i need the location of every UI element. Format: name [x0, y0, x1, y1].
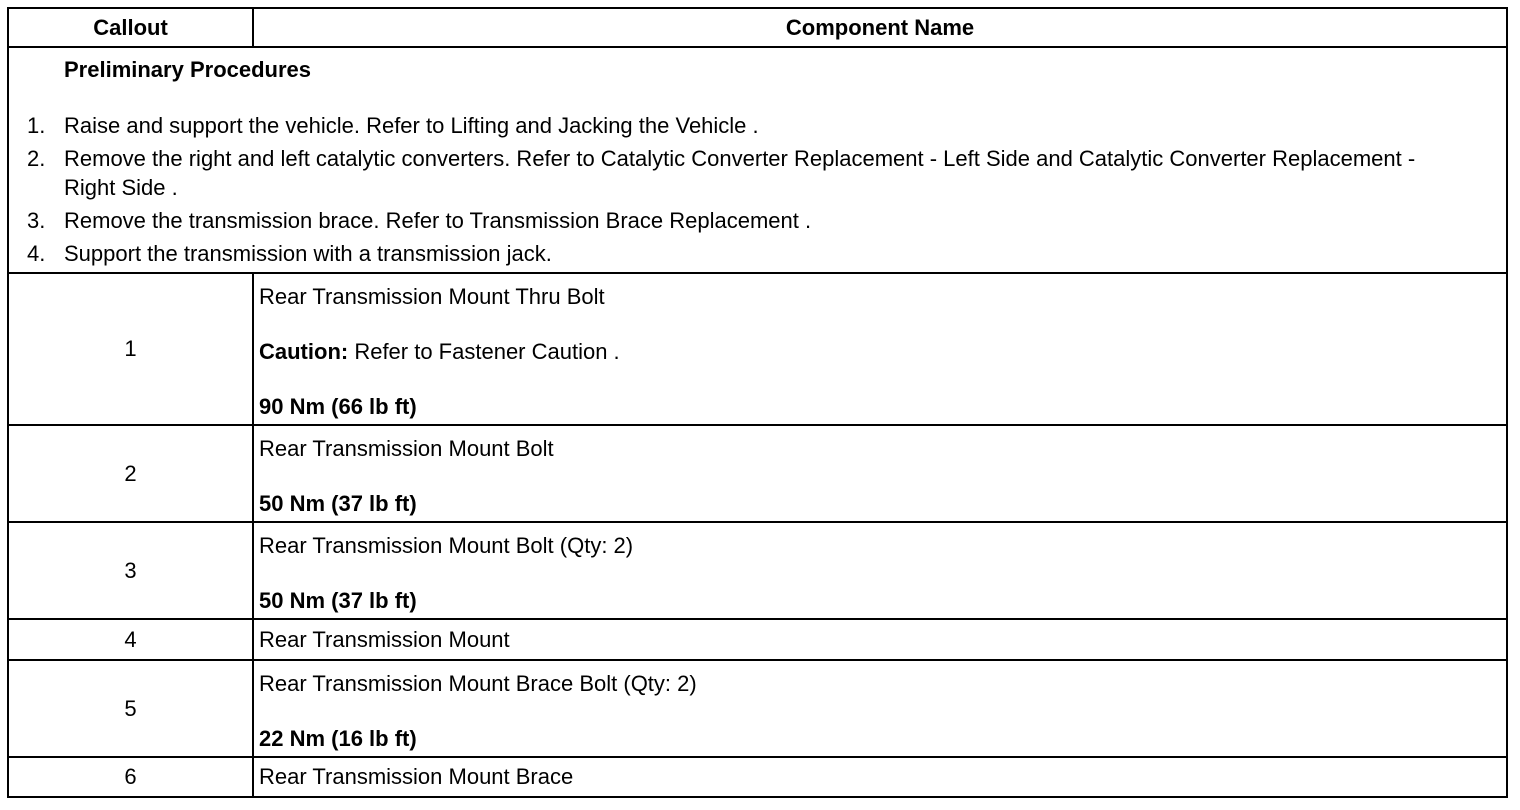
step-text: Remove the transmission brace. Refer to Transmission Brace Replacement .	[64, 208, 812, 233]
table-row	[8, 522, 1507, 619]
step-text: Support the transmission with a transmission jack.	[64, 241, 552, 266]
callout-column-header: Callout	[8, 8, 253, 47]
preliminary-step	[9, 239, 1506, 268]
callout-number: 6	[8, 757, 253, 797]
callout-number: 5	[8, 660, 253, 757]
torque-spec: 90 Nm (66 lb ft)	[259, 393, 417, 419]
callout-number: 2	[8, 425, 253, 522]
preliminary-procedures-row	[8, 47, 1507, 273]
callout-number: 4	[8, 619, 253, 660]
table-row	[8, 757, 1507, 797]
component-name-column-header: Component Name	[253, 8, 1507, 47]
table-row	[8, 425, 1507, 522]
preliminary-step	[9, 206, 1506, 235]
component-name: Rear Transmission Mount Thru Bolt	[259, 283, 605, 309]
caution-text: Refer to Fastener Caution .	[348, 338, 620, 364]
step-number: 1.	[27, 113, 46, 138]
table-header-row	[8, 8, 1507, 47]
component-name: Rear Transmission Mount Bolt	[259, 435, 554, 461]
step-number: 4.	[27, 241, 46, 266]
component-cell	[253, 522, 1507, 619]
procedure-table	[7, 7, 1508, 798]
component-cell	[253, 425, 1507, 522]
component-name: Rear Transmission Mount	[253, 619, 1507, 660]
torque-spec: 22 Nm (16 lb ft)	[259, 725, 417, 751]
torque-spec: 50 Nm (37 lb ft)	[259, 490, 417, 516]
component-name: Rear Transmission Mount Brace Bolt (Qty: 2)	[259, 670, 697, 696]
preliminary-step	[9, 144, 1506, 202]
component-cell	[253, 273, 1507, 425]
table-row	[8, 660, 1507, 757]
caution-label: Caution:	[259, 338, 349, 364]
caution-note	[259, 338, 1506, 366]
table-row	[8, 273, 1507, 425]
callout-number: 1	[8, 273, 253, 425]
preliminary-steps-list	[9, 111, 1506, 268]
preliminary-procedures-cell	[8, 47, 1507, 273]
step-number: 2.	[27, 146, 46, 171]
torque-spec: 50 Nm (37 lb ft)	[259, 587, 417, 613]
step-text: Remove the right and left catalytic converters. Refer to Catalytic Converter Replacement - Left Side and Catalytic Converter Replacement - Right Side .	[64, 146, 1416, 200]
component-cell	[253, 660, 1507, 757]
component-name: Rear Transmission Mount Bolt (Qty: 2)	[259, 532, 634, 558]
preliminary-procedures-title: Preliminary Procedures	[64, 57, 312, 82]
step-number: 3.	[27, 208, 46, 233]
preliminary-step	[9, 111, 1506, 140]
step-text: Raise and support the vehicle. Refer to Lifting and Jacking the Vehicle .	[64, 113, 759, 138]
component-name: Rear Transmission Mount Brace	[253, 757, 1507, 797]
callout-number: 3	[8, 522, 253, 619]
table-row	[8, 619, 1507, 660]
